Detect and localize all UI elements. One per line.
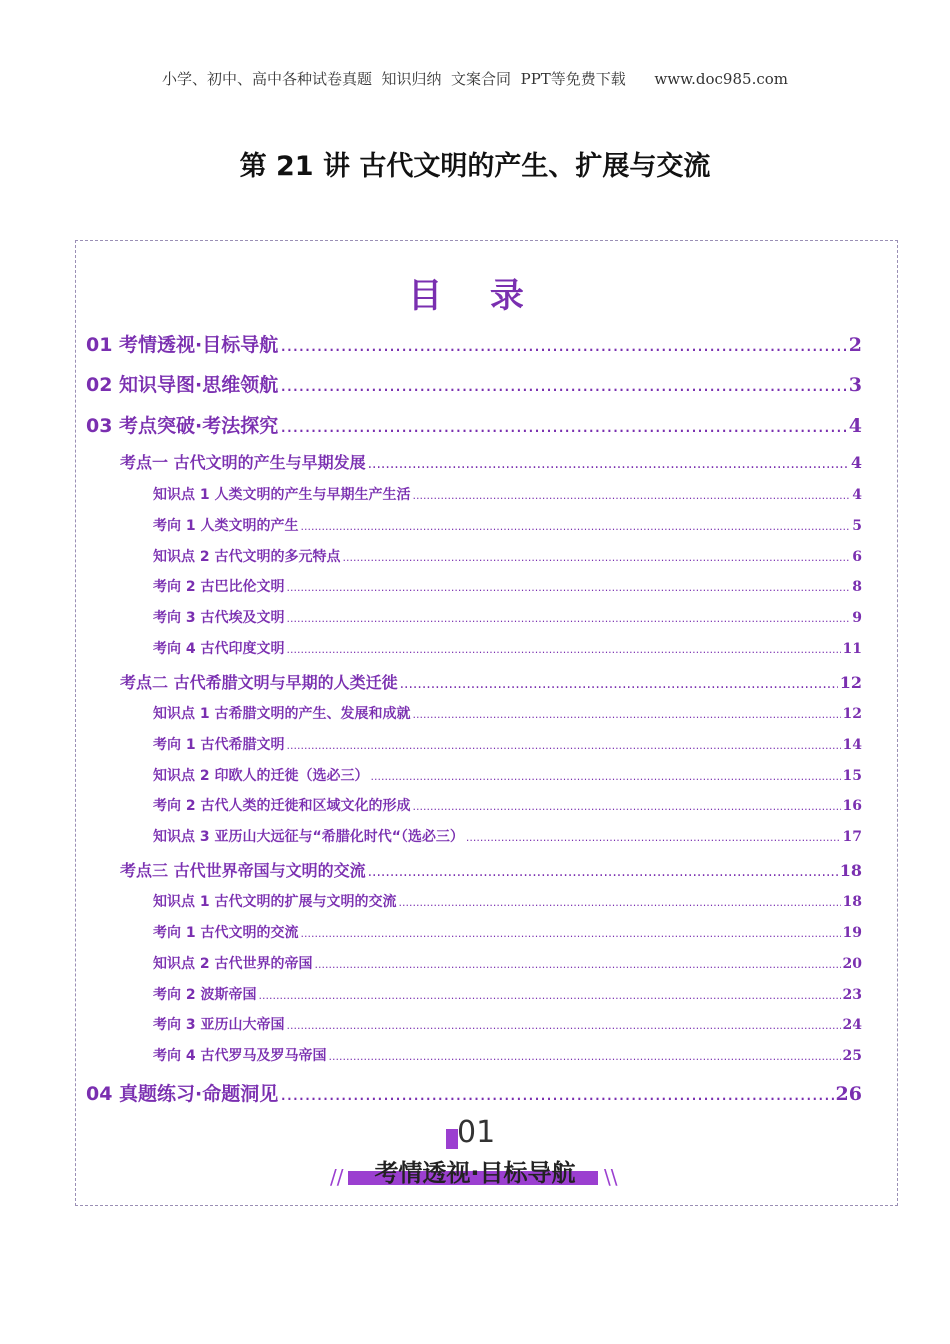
toc-entry[interactable]: [153, 953, 862, 973]
toc-entry-label: 知识点 3 亚历山大远征与“希腊化时代“（选必三）: [153, 829, 464, 845]
toc-entry[interactable]: [86, 370, 862, 397]
toc-entry-page: 25: [842, 1048, 862, 1064]
toc-entry-label: 04 真题练习·命题洞见: [86, 1083, 279, 1105]
toc-entry[interactable]: [153, 484, 862, 504]
toc-leader-dots: [371, 768, 841, 784]
toc-entry-label: 考向 2 波斯帝国: [153, 987, 257, 1003]
toc-leader-dots: [413, 706, 841, 722]
toc-entry[interactable]: [153, 795, 862, 815]
toc-entry-label: 知识点 1 古代文明的扩展与文明的交流: [153, 894, 397, 910]
toc-leader-dots: [287, 610, 851, 626]
toc-leader-dots: [413, 798, 841, 814]
toc-entry[interactable]: [86, 411, 862, 438]
toc-entry-page: 19: [842, 925, 862, 941]
toc-entry[interactable]: [153, 546, 862, 566]
toc-entry-page: 3: [848, 374, 862, 396]
toc-leader-dots: [315, 956, 841, 972]
toc-entry-label: 考点一 古代文明的产生与早期发展: [120, 453, 366, 472]
toc-leader-dots: [287, 641, 841, 657]
toc-entry[interactable]: [153, 826, 862, 846]
toc-entry-page: 11: [842, 641, 862, 657]
toc-entry-label: 考点二 古代希腊文明与早期的人类迁徙: [120, 673, 398, 692]
document-title: 第 21 讲 古代文明的产生、扩展与交流: [239, 151, 711, 182]
toc-entry-label: 考向 1 古代文明的交流: [153, 925, 299, 941]
toc-entry-page: 6: [852, 549, 862, 565]
toc-entry-page: 16: [842, 798, 862, 814]
toc-entry[interactable]: [86, 1079, 862, 1106]
toc-entry-page: 4: [852, 487, 862, 503]
toc-entry-label: 03 考点突破·考法探究: [86, 415, 279, 437]
banner-slash-right: \\: [604, 1165, 618, 1189]
toc-entry-label: 考向 2 古代人类的迁徙和区域文化的形成: [153, 798, 411, 814]
toc-leader-dots: [280, 334, 846, 356]
toc-leader-dots: [287, 579, 851, 595]
toc-entry-page: 2: [848, 334, 862, 356]
toc-entry[interactable]: [86, 330, 862, 357]
toc-entry-label: 知识点 2 古代世界的帝国: [153, 956, 313, 972]
toc-entry[interactable]: [120, 670, 862, 693]
toc-leader-dots: [399, 894, 841, 910]
toc-entry[interactable]: [120, 450, 862, 473]
toc-leader-dots: [400, 673, 838, 692]
toc-entry-label: 考向 3 古代埃及文明: [153, 610, 285, 626]
toc-entry[interactable]: [153, 607, 862, 627]
toc-entry-label: 考向 1 人类文明的产生: [153, 518, 299, 534]
banner-slash-left: //: [330, 1165, 344, 1189]
toc-entry-label: 考向 3 亚历山大帝国: [153, 1017, 285, 1033]
toc-entry[interactable]: [153, 922, 862, 942]
toc-entry[interactable]: [153, 1014, 862, 1034]
toc-entry-label: 02 知识导图·思维领航: [86, 374, 279, 396]
toc-entry[interactable]: [153, 891, 862, 911]
section-number: 01: [457, 1115, 496, 1150]
toc-leader-dots: [280, 374, 846, 396]
toc-entry[interactable]: [153, 734, 862, 754]
page-header: 小学、初中、高中各种试卷真题 知识归纳 文案合同 PPT等免费下载 www.doc985.com: [161, 70, 788, 88]
toc-entry[interactable]: [153, 576, 862, 596]
toc-entry-label: 考向 2 古巴比伦文明: [153, 579, 285, 595]
toc-leader-dots: [466, 829, 841, 845]
toc-entry-label: 知识点 2 古代文明的多元特点: [153, 549, 341, 565]
toc-entry-label: 知识点 2 印欧人的迁徙（选必三）: [153, 768, 369, 784]
toc-entry[interactable]: [120, 858, 862, 881]
toc-entry-page: 8: [852, 579, 862, 595]
toc-entry[interactable]: [153, 765, 862, 785]
toc-entry-label: 考向 1 古代希腊文明: [153, 737, 285, 753]
toc-leader-dots: [301, 925, 841, 941]
toc-entry-page: 24: [842, 1017, 862, 1033]
toc-leader-dots: [368, 453, 849, 472]
toc-leader-dots: [301, 518, 851, 534]
toc-entry-page: 18: [842, 894, 862, 910]
toc-leader-dots: [280, 1083, 833, 1105]
toc-entry-page: 14: [842, 737, 862, 753]
toc-heading: 目 录: [408, 276, 542, 316]
toc-entry[interactable]: [153, 984, 862, 1004]
toc-entry[interactable]: [153, 515, 862, 535]
toc-leader-dots: [368, 861, 838, 880]
toc-entry-label: 考点三 古代世界帝国与文明的交流: [120, 861, 366, 880]
toc-entry-page: 5: [852, 518, 862, 534]
toc-entry-page: 18: [839, 861, 862, 880]
toc-entry-page: 12: [839, 673, 862, 692]
toc-entry-page: 17: [842, 829, 862, 845]
toc-entry-page: 4: [850, 453, 862, 472]
toc-entry[interactable]: [153, 703, 862, 723]
toc-entry-label: 考向 4 古代印度文明: [153, 641, 285, 657]
toc-leader-dots: [287, 737, 841, 753]
toc-entry-label: 01 考情透视·目标导航: [86, 334, 279, 356]
toc-leader-dots: [329, 1048, 841, 1064]
toc-entry-label: 知识点 1 人类文明的产生与早期生产生活: [153, 487, 411, 503]
toc-entry-label: 考向 4 古代罗马及罗马帝国: [153, 1048, 327, 1064]
toc-entry-page: 23: [842, 987, 862, 1003]
toc-entry-page: 12: [842, 706, 862, 722]
toc-leader-dots: [280, 415, 846, 437]
toc-entry-label: 知识点 1 古希腊文明的产生、发展和成就: [153, 706, 411, 722]
toc-entry-page: 9: [852, 610, 862, 626]
toc-leader-dots: [343, 549, 851, 565]
toc-leader-dots: [259, 987, 841, 1003]
toc-entry-page: 20: [842, 956, 862, 972]
toc-entry-page: 26: [835, 1083, 862, 1105]
toc-leader-dots: [413, 487, 851, 503]
toc-entry-page: 4: [848, 415, 862, 437]
toc-leader-dots: [287, 1017, 841, 1033]
toc-entry[interactable]: [153, 1045, 862, 1065]
section-banner: [330, 1115, 620, 1195]
toc-entry-page: 15: [842, 768, 862, 784]
section-title: 考情透视·目标导航: [374, 1159, 576, 1187]
toc-entry[interactable]: [153, 638, 862, 658]
